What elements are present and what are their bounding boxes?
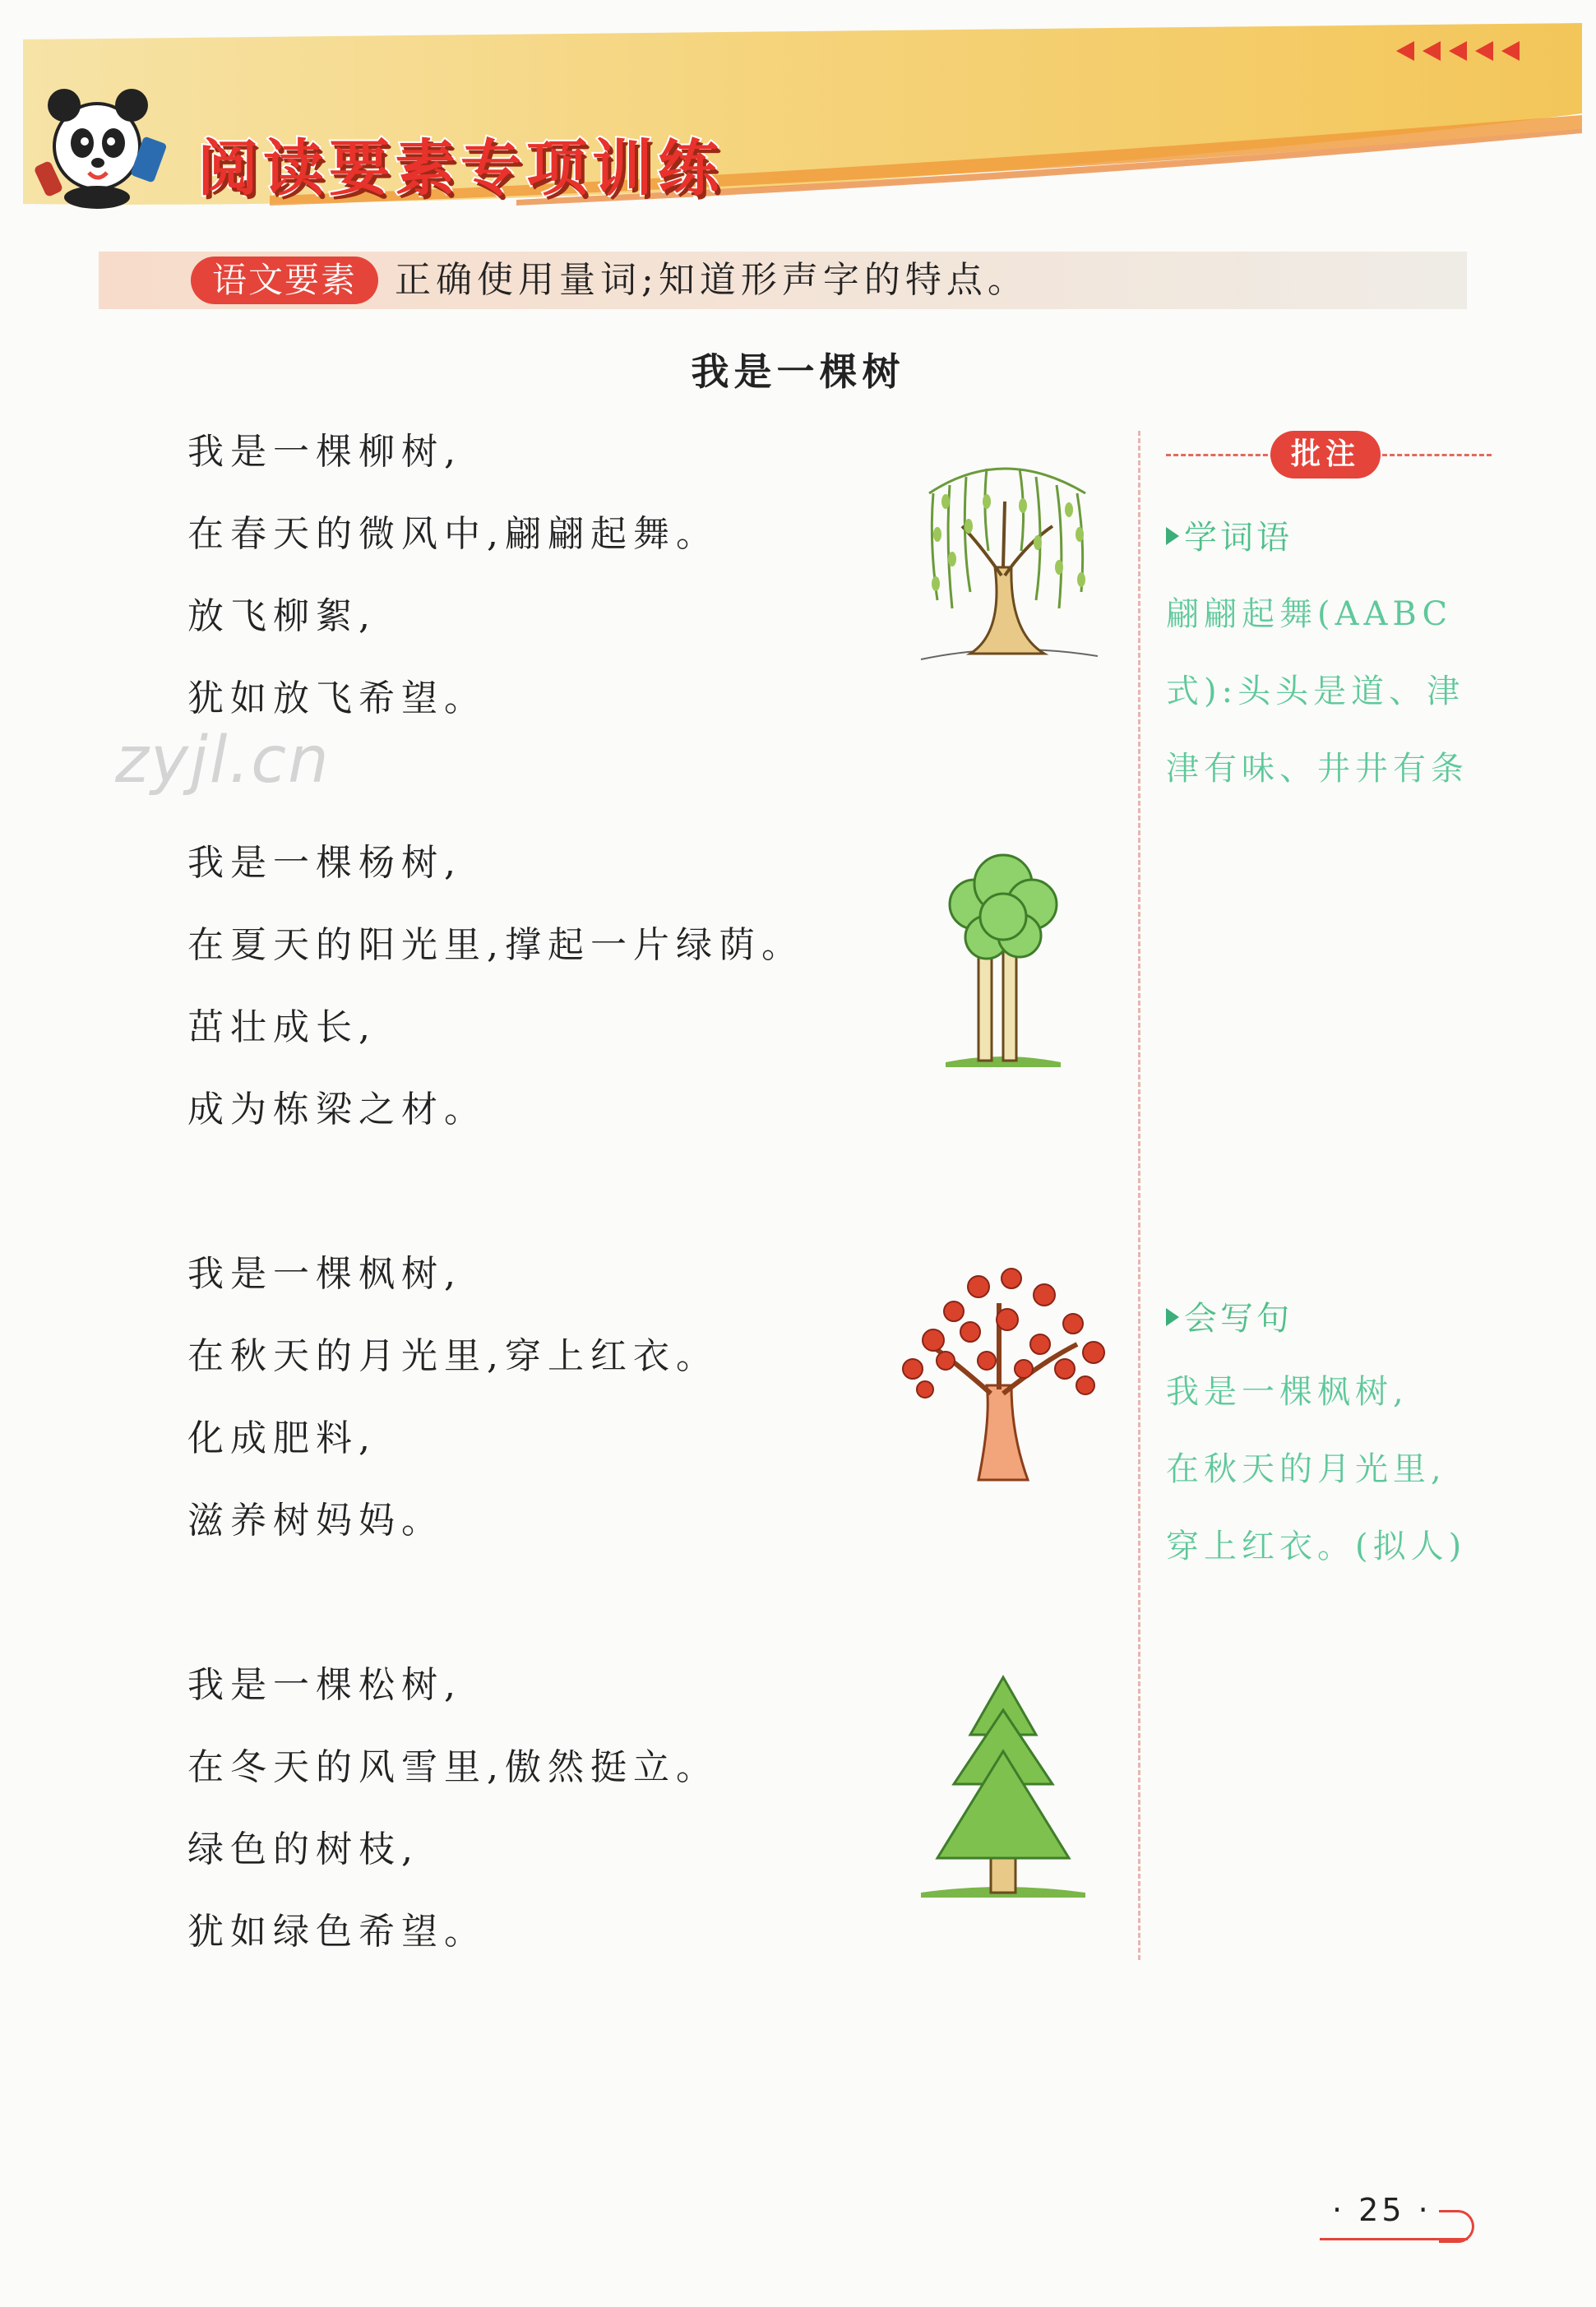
stanza-pine [187, 1644, 719, 1973]
vocab-line: 翩翩起舞(AABC [1166, 595, 1453, 633]
poem-line: 我是一棵柳树, [187, 431, 462, 473]
stanza-willow [187, 411, 719, 740]
poem-line: 犹如绿色希望。 [187, 1911, 487, 1953]
poem-line: 茁壮成长, [187, 1006, 377, 1048]
stanza-poplar [187, 822, 804, 1151]
vocab-note [1166, 576, 1503, 807]
annotation-divider [1138, 431, 1140, 1960]
poem-line: 在秋天的月光里,穿上红衣。 [187, 1335, 719, 1377]
poem-line: 成为栋梁之材。 [187, 1089, 487, 1130]
vocab-line: 式):头头是道、津 [1166, 673, 1465, 710]
poem-line: 在春天的微风中,翩翩起舞。 [187, 513, 719, 555]
poem-line: 我是一棵松树, [187, 1664, 462, 1706]
sentence-heading: 会写句 [1166, 1292, 1293, 1339]
willow-tree-icon [913, 444, 1102, 666]
vocab-heading: 学词语 [1166, 511, 1293, 558]
poem-title: 我是一棵树 [691, 349, 905, 394]
page-hook-icon [1439, 2210, 1474, 2243]
pine-tree-icon [917, 1669, 1089, 1899]
banner-title: 阅读要素专项训练 [197, 133, 724, 204]
poem-line: 绿色的树枝, [187, 1828, 419, 1870]
sentence-line: 穿上红衣。(拟人) [1166, 1528, 1467, 1565]
page-number: · 25 · [1332, 2192, 1432, 2228]
watermark: zyjl.cn [115, 724, 331, 798]
poem-line: 犹如放飞希望。 [187, 677, 487, 719]
poem-line: 我是一棵枫树, [187, 1253, 462, 1295]
poem-line: 在夏天的阳光里,撑起一片绿荫。 [187, 924, 804, 966]
sentence-note [1166, 1353, 1503, 1585]
poem-line: 滋养树妈妈。 [187, 1500, 444, 1542]
maple-tree-icon [888, 1254, 1118, 1484]
header-banner [23, 23, 1582, 212]
decorative-arrows-icon [1396, 41, 1520, 61]
annotation-badge: 批注 [1270, 431, 1381, 479]
sentence-line: 我是一棵枫树, [1166, 1373, 1409, 1411]
poplar-tree-icon [937, 847, 1069, 1069]
language-element-tag: 语文要素 [191, 257, 378, 304]
poem-line: 我是一棵杨树, [187, 842, 462, 884]
poem-line: 化成肥料, [187, 1417, 377, 1459]
language-element-strip [99, 252, 1467, 309]
vocab-line: 津有味、井井有条 [1166, 750, 1469, 788]
language-element-text: 正确使用量词;知道形声字的特点。 [395, 259, 1029, 301]
sentence-line: 在秋天的月光里, [1166, 1450, 1446, 1488]
stanza-maple [187, 1233, 719, 1562]
poem-line: 放飞柳絮, [187, 595, 377, 637]
poem-line: 在冬天的风雪里,傲然挺立。 [187, 1746, 719, 1788]
